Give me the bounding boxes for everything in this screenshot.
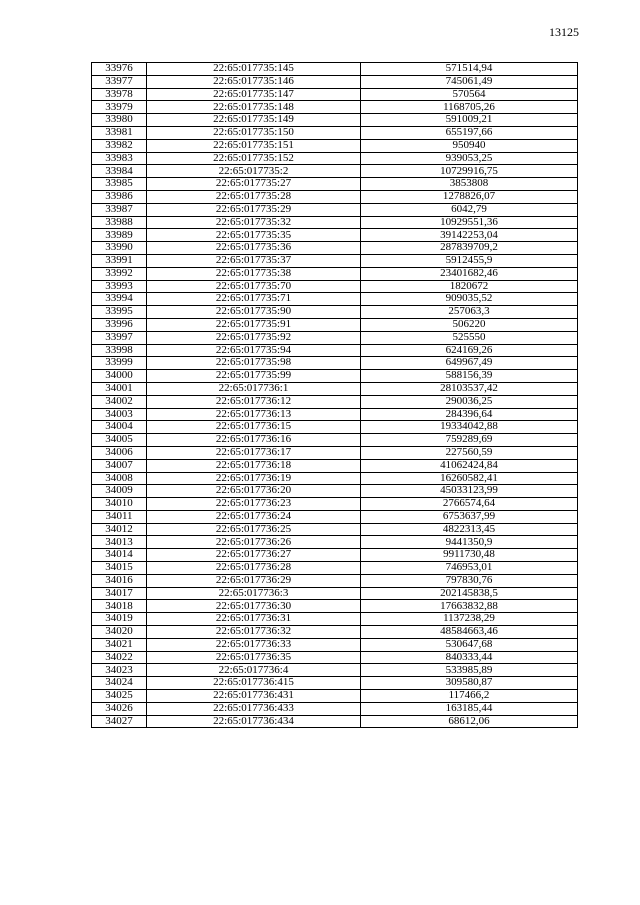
cadastral-value-table (91, 62, 578, 728)
table-row (92, 344, 578, 357)
value-cell: 9911730,48 (361, 549, 578, 562)
value-cell: 588156,39 (361, 370, 578, 383)
table-row (92, 101, 578, 114)
cadastral-number-cell: 22:65:017736:12 (147, 395, 361, 408)
cadastral-number-cell: 22:65:017735:145 (147, 63, 361, 76)
value-cell: 227560,59 (361, 446, 578, 459)
value-cell: 530647,68 (361, 638, 578, 651)
value-cell: 950940 (361, 139, 578, 152)
table-row (92, 190, 578, 203)
table-row (92, 114, 578, 127)
table-row (92, 523, 578, 536)
value-cell: 506220 (361, 318, 578, 331)
table-row (92, 229, 578, 242)
table-row (92, 613, 578, 626)
table-row (92, 242, 578, 255)
table-row (92, 446, 578, 459)
value-cell: 939053,25 (361, 152, 578, 165)
cadastral-number-cell: 22:65:017736:33 (147, 638, 361, 651)
cadastral-number-cell: 22:65:017736:17 (147, 446, 361, 459)
cadastral-number-cell: 22:65:017736:30 (147, 600, 361, 613)
table-row (92, 88, 578, 101)
row-number-cell: 33993 (92, 280, 147, 293)
row-number-cell: 34012 (92, 523, 147, 536)
value-cell: 163185,44 (361, 702, 578, 715)
value-cell: 1137238,29 (361, 613, 578, 626)
row-number-cell: 33983 (92, 152, 147, 165)
table-body (92, 63, 578, 728)
row-number-cell: 33997 (92, 331, 147, 344)
cadastral-number-cell: 22:65:017735:152 (147, 152, 361, 165)
value-cell: 28103537,42 (361, 382, 578, 395)
table-row (92, 382, 578, 395)
cadastral-number-cell: 22:65:017736:13 (147, 408, 361, 421)
cadastral-number-cell: 22:65:017735:71 (147, 293, 361, 306)
table-row (92, 152, 578, 165)
table-row (92, 549, 578, 562)
row-number-cell: 33988 (92, 216, 147, 229)
row-number-cell: 33991 (92, 254, 147, 267)
cadastral-number-cell: 22:65:017735:2 (147, 165, 361, 178)
value-cell: 9441350,9 (361, 536, 578, 549)
table-row (92, 574, 578, 587)
row-number-cell: 34022 (92, 651, 147, 664)
row-number-cell: 33996 (92, 318, 147, 331)
cadastral-number-cell: 22:65:017736:15 (147, 421, 361, 434)
cadastral-number-cell: 22:65:017735:35 (147, 229, 361, 242)
table-row (92, 280, 578, 293)
row-number-cell: 34003 (92, 408, 147, 421)
row-number-cell: 33987 (92, 203, 147, 216)
value-cell: 68612,06 (361, 715, 578, 728)
value-cell: 257063,3 (361, 306, 578, 319)
cadastral-number-cell: 22:65:017736:25 (147, 523, 361, 536)
value-cell: 19334042,88 (361, 421, 578, 434)
cadastral-number-cell: 22:65:017735:92 (147, 331, 361, 344)
cadastral-number-cell: 22:65:017735:36 (147, 242, 361, 255)
cadastral-number-cell: 22:65:017736:433 (147, 702, 361, 715)
cadastral-number-cell: 22:65:017736:3 (147, 587, 361, 600)
table-row (92, 587, 578, 600)
table-row (92, 485, 578, 498)
row-number-cell: 33998 (92, 344, 147, 357)
row-number-cell: 33994 (92, 293, 147, 306)
value-cell: 1168705,26 (361, 101, 578, 114)
cadastral-number-cell: 22:65:017735:151 (147, 139, 361, 152)
row-number-cell: 34024 (92, 677, 147, 690)
table-row (92, 306, 578, 319)
value-cell: 655197,66 (361, 126, 578, 139)
row-number-cell: 33982 (92, 139, 147, 152)
table-row (92, 498, 578, 511)
row-number-cell: 34016 (92, 574, 147, 587)
cadastral-number-cell: 22:65:017736:31 (147, 613, 361, 626)
row-number-cell: 34014 (92, 549, 147, 562)
cadastral-number-cell: 22:65:017735:28 (147, 190, 361, 203)
row-number-cell: 33995 (92, 306, 147, 319)
table-row (92, 203, 578, 216)
row-number-cell: 34005 (92, 434, 147, 447)
table-row (92, 651, 578, 664)
row-number-cell: 34011 (92, 510, 147, 523)
table-row (92, 293, 578, 306)
cadastral-number-cell: 22:65:017736:1 (147, 382, 361, 395)
row-number-cell: 34019 (92, 613, 147, 626)
value-cell: 287839709,2 (361, 242, 578, 255)
cadastral-number-cell: 22:65:017735:38 (147, 267, 361, 280)
cadastral-number-cell: 22:65:017735:148 (147, 101, 361, 114)
table-row (92, 178, 578, 191)
row-number-cell: 34013 (92, 536, 147, 549)
table-row (92, 395, 578, 408)
value-cell: 6042,79 (361, 203, 578, 216)
table-row (92, 139, 578, 152)
table-row (92, 370, 578, 383)
table-row (92, 562, 578, 575)
table-row (92, 472, 578, 485)
row-number-cell: 33984 (92, 165, 147, 178)
value-cell: 39142253,04 (361, 229, 578, 242)
table-row (92, 536, 578, 549)
cadastral-number-cell: 22:65:017735:37 (147, 254, 361, 267)
cadastral-number-cell: 22:65:017736:23 (147, 498, 361, 511)
value-cell: 624169,26 (361, 344, 578, 357)
value-cell: 17663832,88 (361, 600, 578, 613)
cadastral-number-cell: 22:65:017736:20 (147, 485, 361, 498)
value-cell: 3853808 (361, 178, 578, 191)
cadastral-number-cell: 22:65:017736:16 (147, 434, 361, 447)
value-cell: 10729916,75 (361, 165, 578, 178)
row-number-cell: 34007 (92, 459, 147, 472)
value-cell: 202145838,5 (361, 587, 578, 600)
cadastral-number-cell: 22:65:017736:415 (147, 677, 361, 690)
table-row (92, 267, 578, 280)
cadastral-number-cell: 22:65:017735:150 (147, 126, 361, 139)
cadastral-number-cell: 22:65:017736:27 (147, 549, 361, 562)
cadastral-number-cell: 22:65:017736:4 (147, 664, 361, 677)
row-number-cell: 34023 (92, 664, 147, 677)
table-row (92, 715, 578, 728)
value-cell: 759289,69 (361, 434, 578, 447)
cadastral-number-cell: 22:65:017736:29 (147, 574, 361, 587)
table-row (92, 459, 578, 472)
value-cell: 1278826,07 (361, 190, 578, 203)
cadastral-number-cell: 22:65:017735:32 (147, 216, 361, 229)
value-cell: 570564 (361, 88, 578, 101)
cadastral-number-cell: 22:65:017735:146 (147, 75, 361, 88)
row-number-cell: 33980 (92, 114, 147, 127)
cadastral-number-cell: 22:65:017735:29 (147, 203, 361, 216)
cadastral-number-cell: 22:65:017736:18 (147, 459, 361, 472)
cadastral-number-cell: 22:65:017735:149 (147, 114, 361, 127)
value-cell: 1820672 (361, 280, 578, 293)
row-number-cell: 34015 (92, 562, 147, 575)
value-cell: 533985,89 (361, 664, 578, 677)
row-number-cell: 33978 (92, 88, 147, 101)
cadastral-number-cell: 22:65:017735:147 (147, 88, 361, 101)
value-cell: 4822313,45 (361, 523, 578, 536)
value-cell: 6753637,99 (361, 510, 578, 523)
table-row (92, 626, 578, 639)
cadastral-number-cell: 22:65:017736:32 (147, 626, 361, 639)
row-number-cell: 34004 (92, 421, 147, 434)
table-row (92, 702, 578, 715)
value-cell: 2766574,64 (361, 498, 578, 511)
row-number-cell: 33999 (92, 357, 147, 370)
value-cell: 571514,94 (361, 63, 578, 76)
cadastral-number-cell: 22:65:017736:35 (147, 651, 361, 664)
value-cell: 45033123,99 (361, 485, 578, 498)
row-number-cell: 34018 (92, 600, 147, 613)
row-number-cell: 34025 (92, 690, 147, 703)
cadastral-number-cell: 22:65:017736:431 (147, 690, 361, 703)
row-number-cell: 33985 (92, 178, 147, 191)
row-number-cell: 34002 (92, 395, 147, 408)
row-number-cell: 33990 (92, 242, 147, 255)
row-number-cell: 33979 (92, 101, 147, 114)
value-cell: 48584663,46 (361, 626, 578, 639)
table-row (92, 216, 578, 229)
value-cell: 5912455,9 (361, 254, 578, 267)
table-row (92, 510, 578, 523)
table-row (92, 75, 578, 88)
value-cell: 797830,76 (361, 574, 578, 587)
value-cell: 16260582,41 (361, 472, 578, 485)
value-cell: 290036,25 (361, 395, 578, 408)
row-number-cell: 33989 (92, 229, 147, 242)
table-row (92, 677, 578, 690)
table-row (92, 357, 578, 370)
value-cell: 284396,64 (361, 408, 578, 421)
cadastral-number-cell: 22:65:017735:94 (147, 344, 361, 357)
table-row (92, 664, 578, 677)
cadastral-number-cell: 22:65:017735:99 (147, 370, 361, 383)
row-number-cell: 34000 (92, 370, 147, 383)
row-number-cell: 34020 (92, 626, 147, 639)
table-row (92, 126, 578, 139)
row-number-cell: 34010 (92, 498, 147, 511)
value-cell: 745061,49 (361, 75, 578, 88)
table-row (92, 254, 578, 267)
page-number: 13125 (549, 25, 579, 39)
row-number-cell: 34026 (92, 702, 147, 715)
row-number-cell: 34006 (92, 446, 147, 459)
cadastral-number-cell: 22:65:017735:70 (147, 280, 361, 293)
row-number-cell: 34008 (92, 472, 147, 485)
cadastral-number-cell: 22:65:017735:98 (147, 357, 361, 370)
row-number-cell: 33992 (92, 267, 147, 280)
value-cell: 525550 (361, 331, 578, 344)
row-number-cell: 34001 (92, 382, 147, 395)
cadastral-number-cell: 22:65:017736:28 (147, 562, 361, 575)
value-cell: 23401682,46 (361, 267, 578, 280)
value-cell: 41062424,84 (361, 459, 578, 472)
row-number-cell: 33981 (92, 126, 147, 139)
value-cell: 746953,01 (361, 562, 578, 575)
table-row (92, 638, 578, 651)
cadastral-number-cell: 22:65:017736:26 (147, 536, 361, 549)
value-cell: 309580,87 (361, 677, 578, 690)
row-number-cell: 34009 (92, 485, 147, 498)
value-cell: 840333,44 (361, 651, 578, 664)
row-number-cell: 33976 (92, 63, 147, 76)
cadastral-number-cell: 22:65:017736:19 (147, 472, 361, 485)
table-row (92, 165, 578, 178)
table-row (92, 408, 578, 421)
table-row (92, 318, 578, 331)
row-number-cell: 34021 (92, 638, 147, 651)
table-row (92, 600, 578, 613)
cadastral-number-cell: 22:65:017736:434 (147, 715, 361, 728)
table-row (92, 331, 578, 344)
table-row (92, 434, 578, 447)
cadastral-number-cell: 22:65:017735:27 (147, 178, 361, 191)
value-cell: 909035,52 (361, 293, 578, 306)
row-number-cell: 33977 (92, 75, 147, 88)
row-number-cell: 34017 (92, 587, 147, 600)
row-number-cell: 33986 (92, 190, 147, 203)
table-row (92, 690, 578, 703)
table-row (92, 63, 578, 76)
row-number-cell: 34027 (92, 715, 147, 728)
cadastral-number-cell: 22:65:017736:24 (147, 510, 361, 523)
value-cell: 649967,49 (361, 357, 578, 370)
cadastral-number-cell: 22:65:017735:90 (147, 306, 361, 319)
value-cell: 10929551,36 (361, 216, 578, 229)
value-cell: 117466,2 (361, 690, 578, 703)
value-cell: 591009,21 (361, 114, 578, 127)
table-row (92, 421, 578, 434)
cadastral-number-cell: 22:65:017735:91 (147, 318, 361, 331)
